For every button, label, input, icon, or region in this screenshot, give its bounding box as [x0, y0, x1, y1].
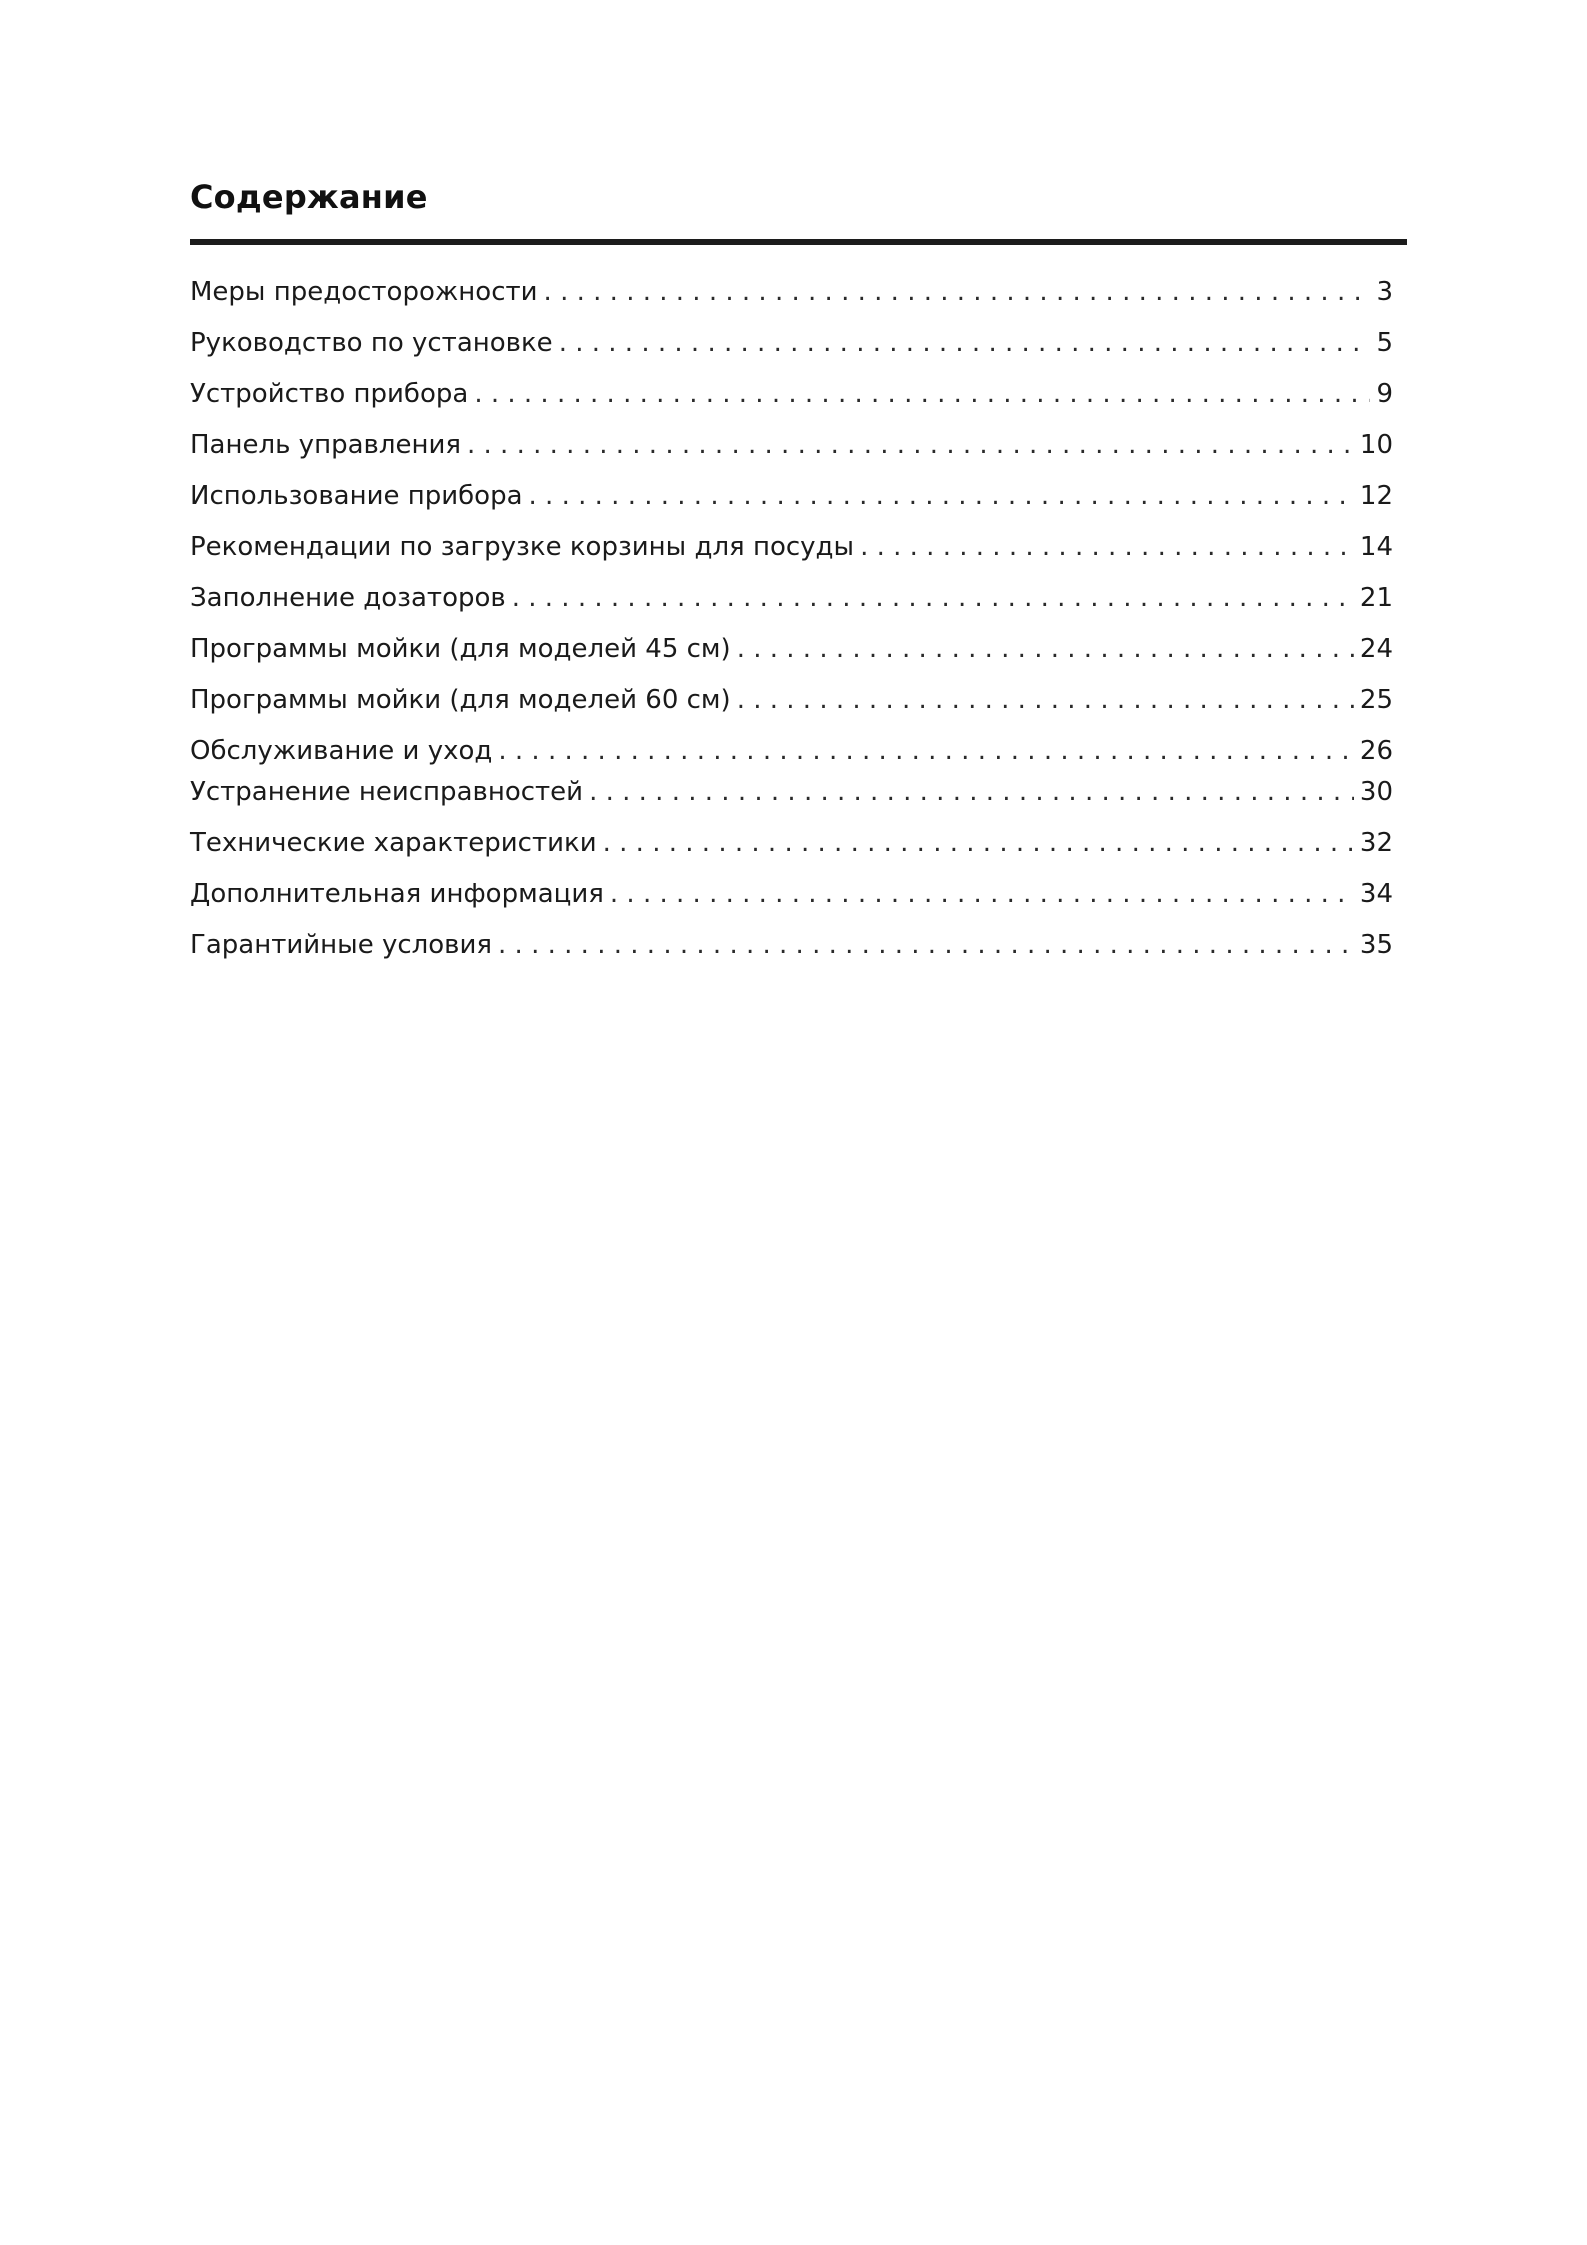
toc-dot-leader [737, 633, 1354, 665]
toc-entry-warranty[interactable] [190, 929, 1393, 980]
toc-dot-leader [544, 276, 1371, 308]
toc-page-number: 26 [1359, 736, 1393, 766]
toc-entry-label: Программы мойки (для моделей 60 см) [190, 685, 731, 715]
table-of-contents [190, 276, 1393, 980]
toc-dot-leader [512, 582, 1354, 614]
toc-entry-label: Панель управления [190, 430, 461, 460]
toc-entry-loading[interactable] [190, 531, 1393, 582]
toc-page-number: 24 [1359, 634, 1393, 664]
toc-dot-leader [474, 378, 1370, 410]
toc-dot-leader [860, 531, 1354, 563]
toc-entry-label: Технические характеристики [190, 828, 597, 858]
toc-entry-troubleshooting[interactable] [190, 776, 1393, 827]
toc-entry-label: Дополнительная информация [190, 879, 604, 909]
toc-dot-leader [589, 776, 1354, 808]
toc-entry-label: Руководство по установке [190, 328, 553, 358]
title-divider [190, 239, 1407, 245]
toc-entry-installation[interactable] [190, 327, 1393, 378]
toc-entry-precautions[interactable] [190, 276, 1393, 327]
toc-page-number: 21 [1359, 583, 1393, 613]
toc-entry-maintenance[interactable] [190, 735, 1393, 776]
toc-page-number: 9 [1376, 379, 1393, 409]
toc-entry-programs-45[interactable] [190, 633, 1393, 684]
toc-entry-device[interactable] [190, 378, 1393, 429]
toc-entry-usage[interactable] [190, 480, 1393, 531]
toc-entry-label: Программы мойки (для моделей 45 см) [190, 634, 731, 664]
toc-dot-leader [529, 480, 1354, 512]
toc-entry-label: Обслуживание и уход [190, 736, 493, 766]
toc-page-number: 34 [1359, 879, 1393, 909]
page-title: Содержание [190, 178, 428, 216]
toc-entry-label: Рекомендации по загрузке корзины для посуды [190, 532, 855, 562]
toc-entry-label: Гарантийные условия [190, 930, 493, 960]
toc-dot-leader [498, 735, 1354, 767]
toc-page-number: 3 [1376, 277, 1393, 307]
toc-entry-dispensers[interactable] [190, 582, 1393, 633]
toc-entry-label: Использование прибора [190, 481, 523, 511]
toc-page-number: 14 [1359, 532, 1393, 562]
toc-page-number: 32 [1359, 828, 1393, 858]
toc-entry-label: Меры предосторожности [190, 277, 538, 307]
toc-entry-control-panel[interactable] [190, 429, 1393, 480]
toc-entry-specifications[interactable] [190, 827, 1393, 878]
toc-dot-leader [737, 684, 1354, 716]
toc-dot-leader [610, 878, 1354, 910]
toc-page-number: 12 [1359, 481, 1393, 511]
toc-entry-programs-60[interactable] [190, 684, 1393, 735]
toc-page-number: 25 [1359, 685, 1393, 715]
toc-page-number: 10 [1359, 430, 1393, 460]
toc-entry-label: Заполнение дозаторов [190, 583, 506, 613]
toc-page-number: 30 [1359, 777, 1393, 807]
toc-dot-leader [603, 827, 1354, 859]
toc-dot-leader [467, 429, 1354, 461]
toc-dot-leader [498, 929, 1354, 961]
toc-entry-additional-info[interactable] [190, 878, 1393, 929]
toc-page-number: 5 [1376, 328, 1393, 358]
toc-entry-label: Устранение неисправностей [190, 777, 584, 807]
toc-page-number: 35 [1359, 930, 1393, 960]
toc-entry-label: Устройство прибора [190, 379, 469, 409]
toc-dot-leader [559, 327, 1371, 359]
